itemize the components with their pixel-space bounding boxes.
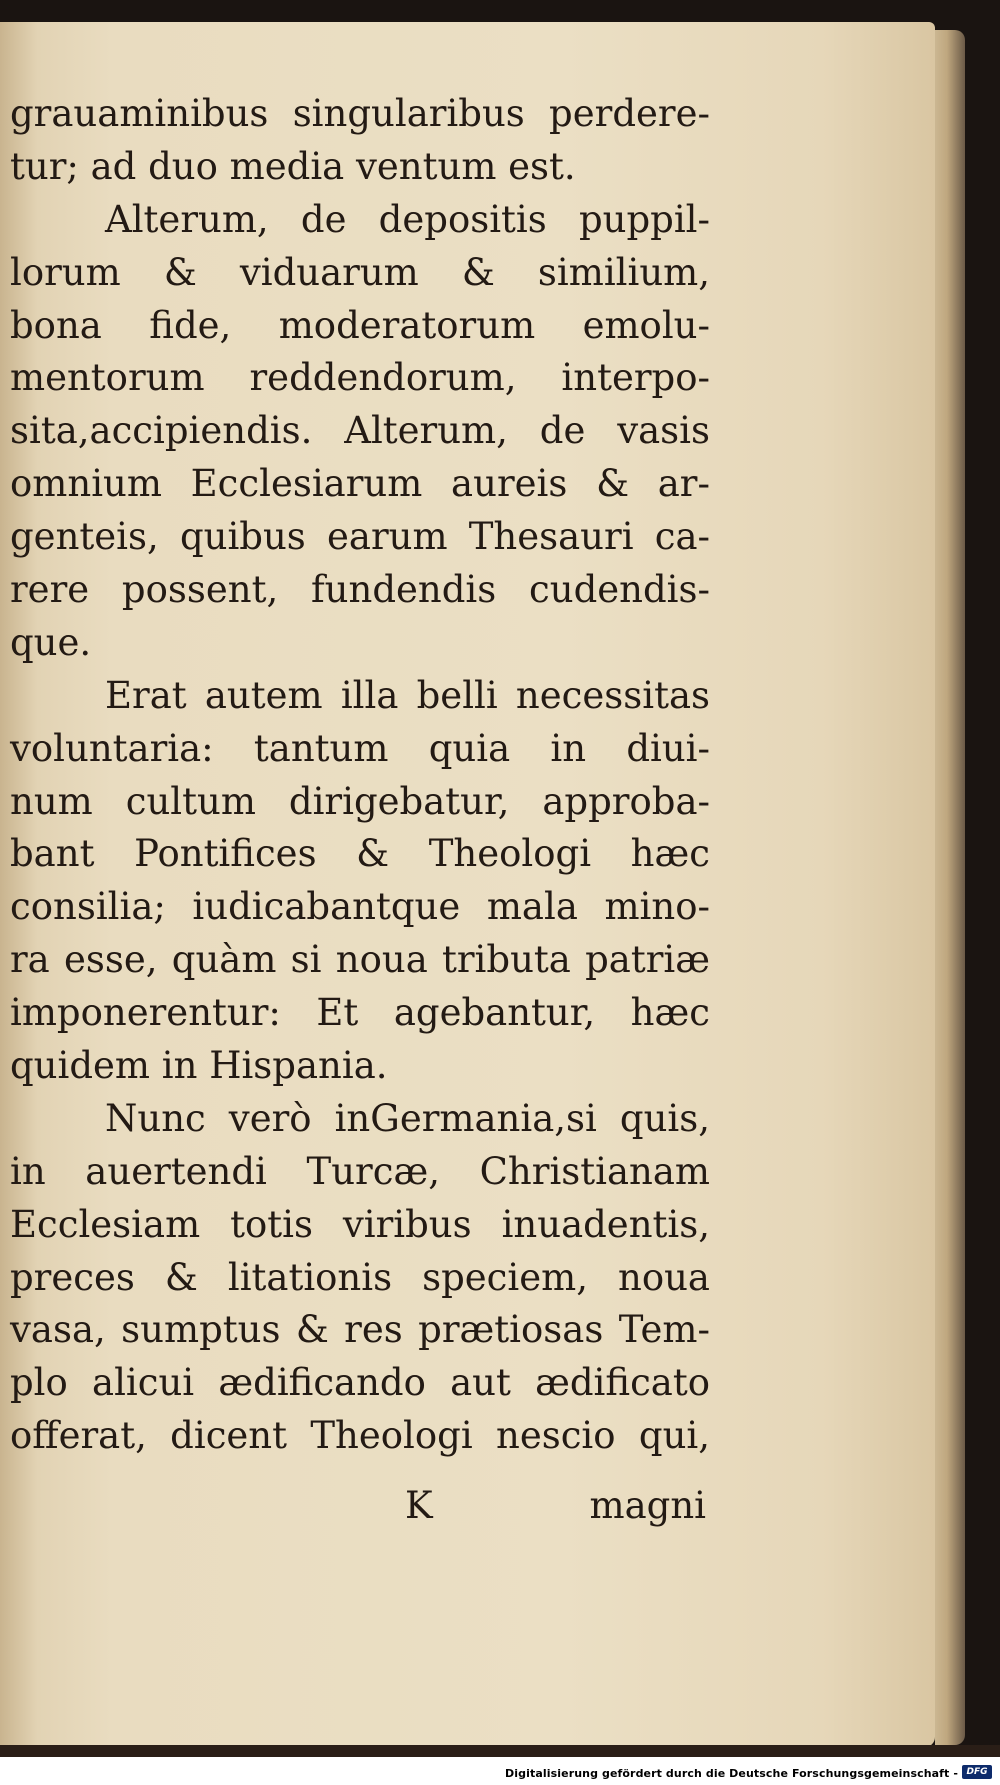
dfg-logo: DFG: [962, 1765, 992, 1779]
text-line: genteis, quibus earum Thesauri ca-: [10, 515, 710, 559]
text-line: plo alicui ædificando aut ædificato: [10, 1361, 710, 1405]
text-line: offerat, dicent Theologi nescio qui,: [10, 1414, 710, 1458]
text-line: tur; ad duo media ventum est.: [10, 144, 576, 188]
text-line: sita,accipiendis. Alterum, de vasis: [10, 409, 710, 453]
text-line: ra esse, quàm si noua tributa patriæ: [10, 938, 710, 982]
text-line: quidem in Hispania.: [10, 1044, 388, 1088]
signature-mark: K: [405, 1484, 433, 1527]
page-footer-line: [10, 1480, 710, 1532]
text-line: omnium Ecclesiarum aureis & ar-: [10, 462, 710, 506]
text-line: grauaminibus singularibus perdere-: [10, 92, 710, 135]
body-text: [10, 88, 710, 1463]
text-line: num cultum dirigebatur, approba-: [10, 779, 710, 823]
text-line: que.: [10, 620, 92, 664]
text-line: preces & litationis speciem, noua: [10, 1255, 710, 1299]
text-line: in auertendi Turcæ, Christianam: [10, 1149, 710, 1193]
text-line: consilia; iudicabantque mala mino-: [10, 885, 710, 929]
text-line: Erat autem illa belli necessitas: [105, 673, 710, 717]
funding-credit: Digitalisierung gefördert durch die Deutsche Forschungsgemeinschaft -: [505, 1767, 958, 1780]
text-line: Alterum, de depositis puppil-: [105, 197, 710, 241]
text-line: bant Pontifices & Theologi hæc: [10, 832, 710, 876]
text-line: Ecclesiam totis viribus inuadentis,: [10, 1202, 710, 1246]
text-line: lorum & viduarum & similium,: [10, 250, 710, 294]
text-line: vasa, sumptus & res prætiosas Tem-: [10, 1308, 710, 1352]
text-line: imponerentur: Et agebantur, hæc: [10, 991, 710, 1035]
text-line: voluntaria: tantum quia in diui-: [10, 726, 710, 770]
page-edge: [935, 30, 965, 1745]
text-line: bona fide, moderatorum emolu-: [10, 303, 710, 347]
catchword: magni: [589, 1484, 706, 1527]
text-line: Nunc verò inGermania,si quis,: [105, 1096, 710, 1140]
bottom-shadow: [0, 1745, 1000, 1757]
text-line: mentorum reddendorum, interpo-: [10, 356, 710, 400]
text-line: rere possent, fundendis cudendis-: [10, 568, 710, 612]
